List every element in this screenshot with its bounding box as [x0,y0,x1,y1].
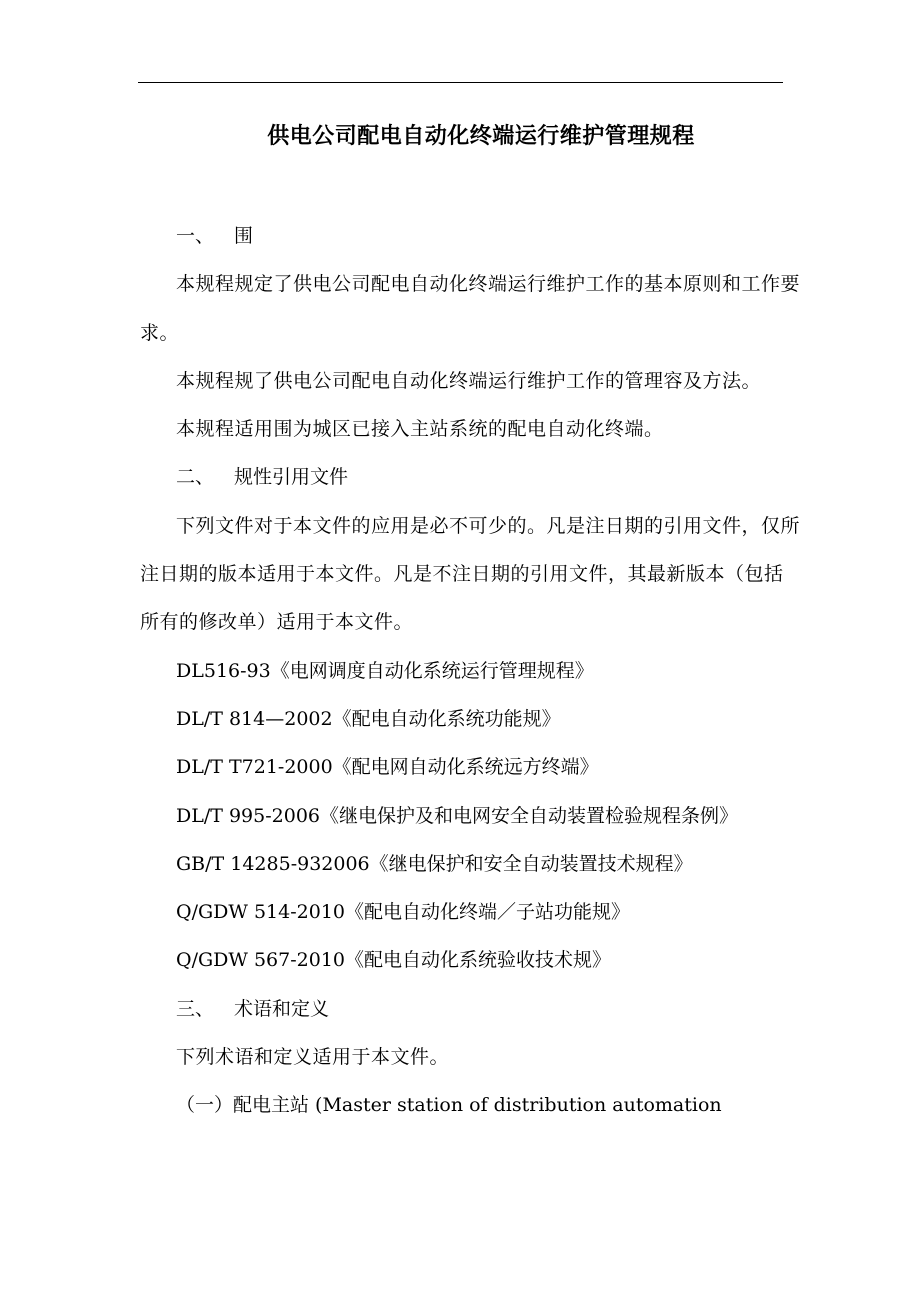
section-label: 术语和定义 [234,997,330,1020]
section-heading-references [140,453,800,501]
document-body [140,212,800,1130]
scope-paragraph: 本规程规了供电公司配电自动化终端运行维护工作的管理容及方法。 [176,369,762,392]
reference-item: DL/T T721-2000《配电网自动化系统远方终端》 [176,756,599,779]
document-title: 供电公司配电自动化终端运行维护管理规程 [267,123,695,149]
reference-item: DL/T 814—2002《配电自动化系统功能规》 [176,707,561,730]
reference-item: DL/T 995-2006《继电保护及和电网安全自动装置检验规程条例》 [176,804,739,827]
reference-item: Q/GDW 514-2010《配电自动化终端／子站功能规》 [176,901,630,924]
terms-intro: 下列术语和定义适用于本文件。 [176,1046,450,1069]
section-number: 二、 [176,466,215,489]
references-intro: 下列文件对于本文件的应用是必不可少的。凡是注日期的引用文件，仅所注日期的版本适用于本文件。凡是不注日期的引用文件，其最新版本（包括所有的修改单）适用于本文件。 [140,514,801,634]
scope-paragraph: 本规程适用围为城区已接入主站系统的配电自动化终端。 [176,418,664,441]
reference-item: Q/GDW 567-2010《配电自动化系统验收技术规》 [176,949,611,972]
section-heading-terms [140,985,800,1033]
section-number: 三、 [176,997,215,1020]
term-item: （一）配电主站 (Master station of distribution automation [176,1094,722,1117]
reference-item: DL516-93《电网调度自动化系统运行管理规程》 [176,659,594,682]
section-label: 围 [234,225,254,247]
scope-paragraph: 本规程规定了供电公司配电自动化终端运行维护工作的基本原则和工作要求。 [140,273,801,344]
section-label: 规性引用文件 [234,466,349,489]
reference-item: GB/T 14285-932006《继电保护和安全自动装置技术规程》 [176,852,693,875]
header-rule [138,82,783,83]
section-heading-scope [140,212,800,260]
section-number: 一、 [176,225,215,247]
